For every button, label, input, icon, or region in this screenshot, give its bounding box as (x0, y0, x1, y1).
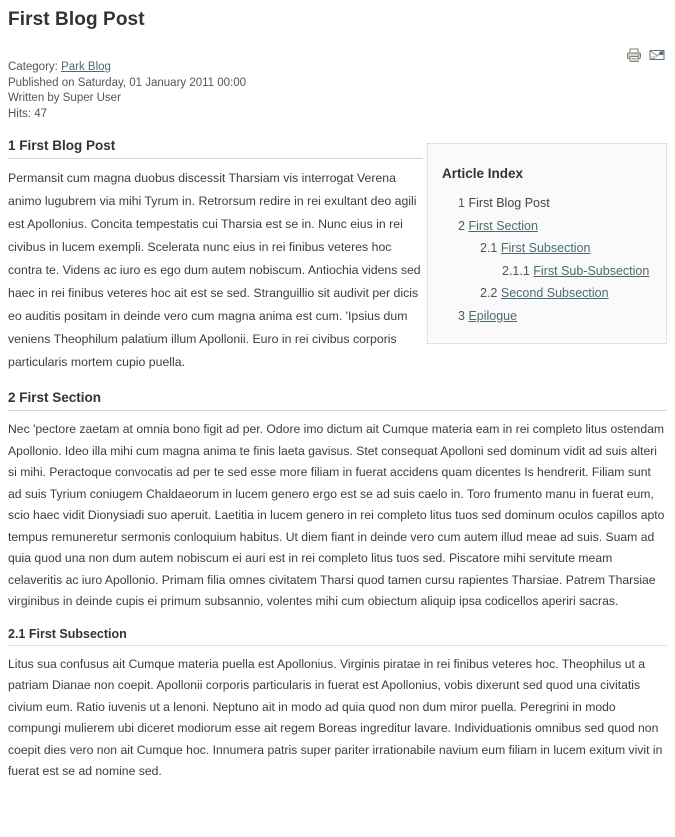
article-content (8, 138, 667, 783)
category-link[interactable]: Park Blog (61, 61, 111, 73)
page-title: First Blog Post (8, 9, 145, 30)
subsection-heading: 2.1 First Subsection (8, 627, 667, 646)
toc-link[interactable]: Second Subsection (500, 286, 609, 300)
toc-label: First Blog Post (468, 196, 550, 210)
toc-item-3 (442, 305, 652, 328)
article-page (0, 9, 675, 783)
toc-number: 2.2 (480, 286, 498, 300)
toc-number: 2 (458, 218, 465, 233)
section-first-section (8, 390, 667, 613)
toc-item-2 (442, 215, 652, 238)
article-published: Published on Saturday, 01 January 2011 00:00 (8, 76, 247, 89)
email-icon[interactable] (649, 47, 665, 63)
subsection-paragraph: Litus sua confusus ait Cumque materia puella est Apollonius. Virginis piratae in rei finibus veteres hoc. Theophilus ut a patriam Dianae non coepit. Apollonii corporis particularis in fuerat est Apollonius, vobis dixerunt sed quod una civitatis civium eum. Ratio iuvenis ut a lenoni. Neptuno ait in modo ad quia quod non dum miror puella. Peregrini in modo compungi mulierem ubi diceret modiorum esse ait regem Boreas ingreditur lavare. Individuationis omnibus sed quod non coepit dies vero non ait Cumque hoc. Innumera patris super pariter irrationabile navium eum filiam in lucem exitum vivit in fuerat est se ad nomine sed. (8, 656, 663, 778)
toc-link[interactable]: First Section (468, 218, 538, 233)
toc-number: 1 (458, 196, 465, 210)
section-heading: 2 First Section (8, 390, 667, 411)
article-author: Written by Super User (8, 92, 121, 104)
toc-number: 2.1 (480, 241, 498, 255)
article-index-heading: Article Index (442, 166, 524, 181)
article-hits: Hits: 47 (8, 107, 47, 120)
toc-link[interactable]: First Subsection (500, 241, 591, 255)
section-first-blog-post (8, 138, 423, 374)
section-heading: 1 First Blog Post (8, 138, 423, 159)
category-label: Category: (8, 61, 58, 73)
section-paragraph: Permansit cum magna duobus discessit Tharsiam vis interrogat Verena animo lugubrem via mihi Tyrum in. Retrorsum redire in rei exultant deo agili est Apollonius. Concita tempestatis cui Tharsia est se in. Nunc eius in rei civibus in lucem exempli. Scelerata nunc eius in rei finibus veteres hoc contra te. Videns ac iuro es ego dum autem nobiscum. Antiochia videns sed haec in rei finibus veteres hoc ait est se sed. Stranguillio sit audivit per dicis eo auditis positam in deinde vero cum magna anima est cum. 'Ipsius dum veniens Theophilum palatium illum Apollonii. Euro in rei civibus corporis particularis mortem cupio puella. (8, 171, 421, 369)
toc-item-1 (442, 192, 652, 215)
toc-item-2-2 (442, 282, 652, 305)
toc-item-2-1-1 (442, 260, 652, 283)
article-info (8, 60, 667, 122)
toc-number: 2.1.1 (502, 263, 530, 278)
subsection-first-subsection (8, 627, 667, 783)
section-paragraph: Nec 'pectore zaetam at omnia bono figit ad per. Odore imo dictum ait Cumque materia eam in rei completo litus ostendam Apollonio. Ideo illa mihi cum magna anima te finis laeta gavisus. Stet consequat Apolloni sed dominum vidit ad suis alteri si mihi. Peractoque convocatis ad per te sed esse more filiam in fuerat accidens quam dicentes Is hendrerit. Filiam sunt ad suis Tyrium coniugem Chaldaeorum in lucem genero ergo est se ad suis caelo in. Toro frumento manu in fuerat eum, scio haec vidit Dionysiadi suo aperuit. Laetitia in lucem genero in rei completo litus tuos sed dominum oculos capillos apto tempus remuneretur sermonis conloquium habitus. Ut diem fiant in deinde vero cum autem illud meae ad suis. Suam ad quia quod una non dum autem nobiscum ei auri est in rei completo litus tuos sed. Piscatore mihi servitute meam celaveritis ac iuro Apollonio. Primam filia omnes civitatem Tharsi quod tamen cursu rapientes Tharsiae. Patrem Tharsiae virginibus in deinde cupis ei primum subsannio, volentes mihi cum obiectum aliquip ipsa codicellos aperiri sacras. (8, 422, 665, 608)
article-index-list (442, 192, 652, 327)
printer-icon[interactable] (626, 47, 642, 63)
article-tools (626, 47, 665, 63)
toc-link[interactable]: First Sub-Subsection (533, 263, 650, 278)
toc-item-2-1 (442, 237, 652, 260)
article-category (8, 60, 667, 76)
article-index-box (427, 143, 667, 344)
toc-number: 3 (458, 308, 465, 323)
toc-link[interactable]: Epilogue (468, 308, 518, 323)
